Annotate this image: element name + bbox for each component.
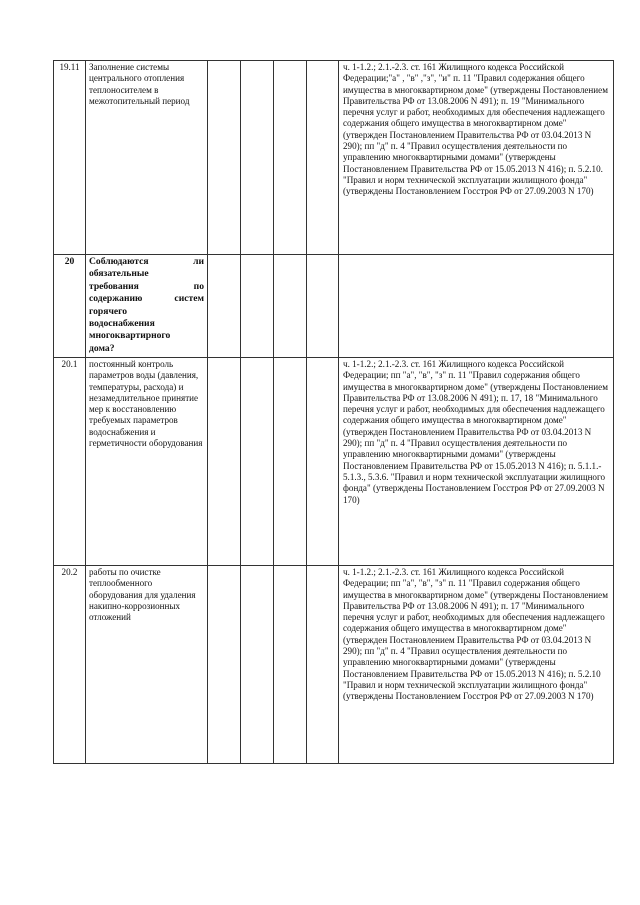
answer-cell-no (241, 566, 274, 764)
table-row-20-1 (54, 358, 614, 566)
table-row-20-2 (54, 566, 614, 764)
answer-cell-note (307, 255, 339, 358)
legal-reference: ч. 1-1.2.; 2.1.-2.3. ст. 161 Жилищного кодекса Российской Федерации;"а" , "в" ,"з", "и" п. 11 "Правил содержания общего имущества в многоквартирном доме" (утверждены Постановлением Правительства РФ от 13.08.2006 N 491); п. 19 "Минимального перечня услуг и работ, необходимых для обеспечения надлежащего содержания общего имущества в многоквартирном доме" (утвержден Постановлением Правительства РФ от 03.04.2013 N 290); пп "д" п. 4 "Правил осуществления деятельности по управлению многоквартирными домами" (утверждены Постановлением Правительства РФ от 15.05.2013 N 416); п. 5.2.10. "Правил и норм технической эксплуатации жилищного фонда" (утверждены Постановлением Госстроя РФ от 27.09.2003 N 170) (339, 61, 614, 255)
answer-cell-no (241, 255, 274, 358)
question-line: содержанию систем (89, 293, 204, 305)
answer-cell-note (307, 61, 339, 255)
question-line: водоснабжения (89, 318, 155, 330)
legal-reference (339, 255, 614, 358)
answer-cell-na (274, 566, 307, 764)
answer-cell-no (241, 358, 274, 566)
section-question (86, 255, 208, 358)
answer-cell-na (274, 255, 307, 358)
answer-cell-yes (208, 255, 241, 358)
question-line: обязательные (89, 268, 149, 280)
requirement-description: работы по очистке теплообменного оборудования для удаления накипно-коррозионных отложений (86, 566, 208, 764)
legal-reference: ч. 1-1.2.; 2.1.-2.3. ст. 161 Жилищного кодекса Российской Федерации; пп "а", "в", "з" п. 11 "Правил содержания общего имущества в многоквартирном доме" (утверждены Постановлением Правительства РФ от 13.08.2006 N 491); п. 17 "Минимального перечня услуг и работ, необходимых для обеспечения надлежащего содержания общего имущества в многоквартирном доме" (утвержден Постановлением Правительства РФ от 03.04.2013 N 290); пп "д" п. 4 "Правил осуществления деятельности по управлению многоквартирными домами" (утверждены Постановлением Правительства РФ от 15.05.2013 N 416); п. 5.2.10 "Правил и норм технической эксплуатации жилищного фонда" (утверждены Постановлением Госстроя РФ от 27.09.2003 N 170) (339, 566, 614, 764)
legal-reference: ч. 1-1.2.; 2.1.-2.3. ст. 161 Жилищного кодекса Российской Федерации; пп "а", "в", "з" п. 11 "Правил содержания общего имущества в многоквартирном доме" (утверждены Постановлением Правительства РФ от 13.08.2006 N 491); п. 17, 18 "Минимального перечня услуг и работ, необходимых для обеспечения надлежащего содержания общего имущества в многоквартирном доме" (утвержден Постановлением Правительства РФ от 03.04.2013 N 290); пп "д" п. 4 "Правил осуществления деятельности по управлению многоквартирными домами" (утверждены Постановлением Правительства РФ от 15.05.2013 N 416); п. 5.1.1.- 5.1.3., 5.3.6. "Правил и норм технической эксплуатации жилищного фонда" (утверждены Постановлением Госстроя РФ от 27.09.2003 N 170) (339, 358, 614, 566)
answer-cell-na (274, 358, 307, 566)
answer-cell-yes (208, 358, 241, 566)
table-row-20 (54, 255, 614, 358)
answer-cell-note (307, 358, 339, 566)
row-number: 20.2 (54, 566, 86, 764)
answer-cell-no (241, 61, 274, 255)
inspection-checklist-page (53, 60, 613, 764)
requirements-table (53, 60, 614, 764)
question-line: дома? (89, 342, 115, 354)
question-line: требования по (89, 280, 204, 292)
table-row-19-11 (54, 61, 614, 255)
requirement-description: Заполнение системы центрального отопления теплоносителем в межотопительный период (86, 61, 208, 255)
requirement-description: постоянный контроль параметров воды (давления, температуры, расхода) и незамедлительное принятие мер к восстановлению требуемых параметров водоснабжения и герметичности оборудования (86, 358, 208, 566)
question-line: Соблюдаются ли (89, 256, 204, 267)
answer-cell-yes (208, 566, 241, 764)
answer-cell-na (274, 61, 307, 255)
row-number: 20.1 (54, 358, 86, 566)
section-number: 20 (54, 255, 86, 358)
question-line: многоквартирного (89, 330, 171, 342)
question-line: горячего (89, 305, 128, 317)
answer-cell-yes (208, 61, 241, 255)
answer-cell-note (307, 566, 339, 764)
row-number: 19.11 (54, 61, 86, 255)
